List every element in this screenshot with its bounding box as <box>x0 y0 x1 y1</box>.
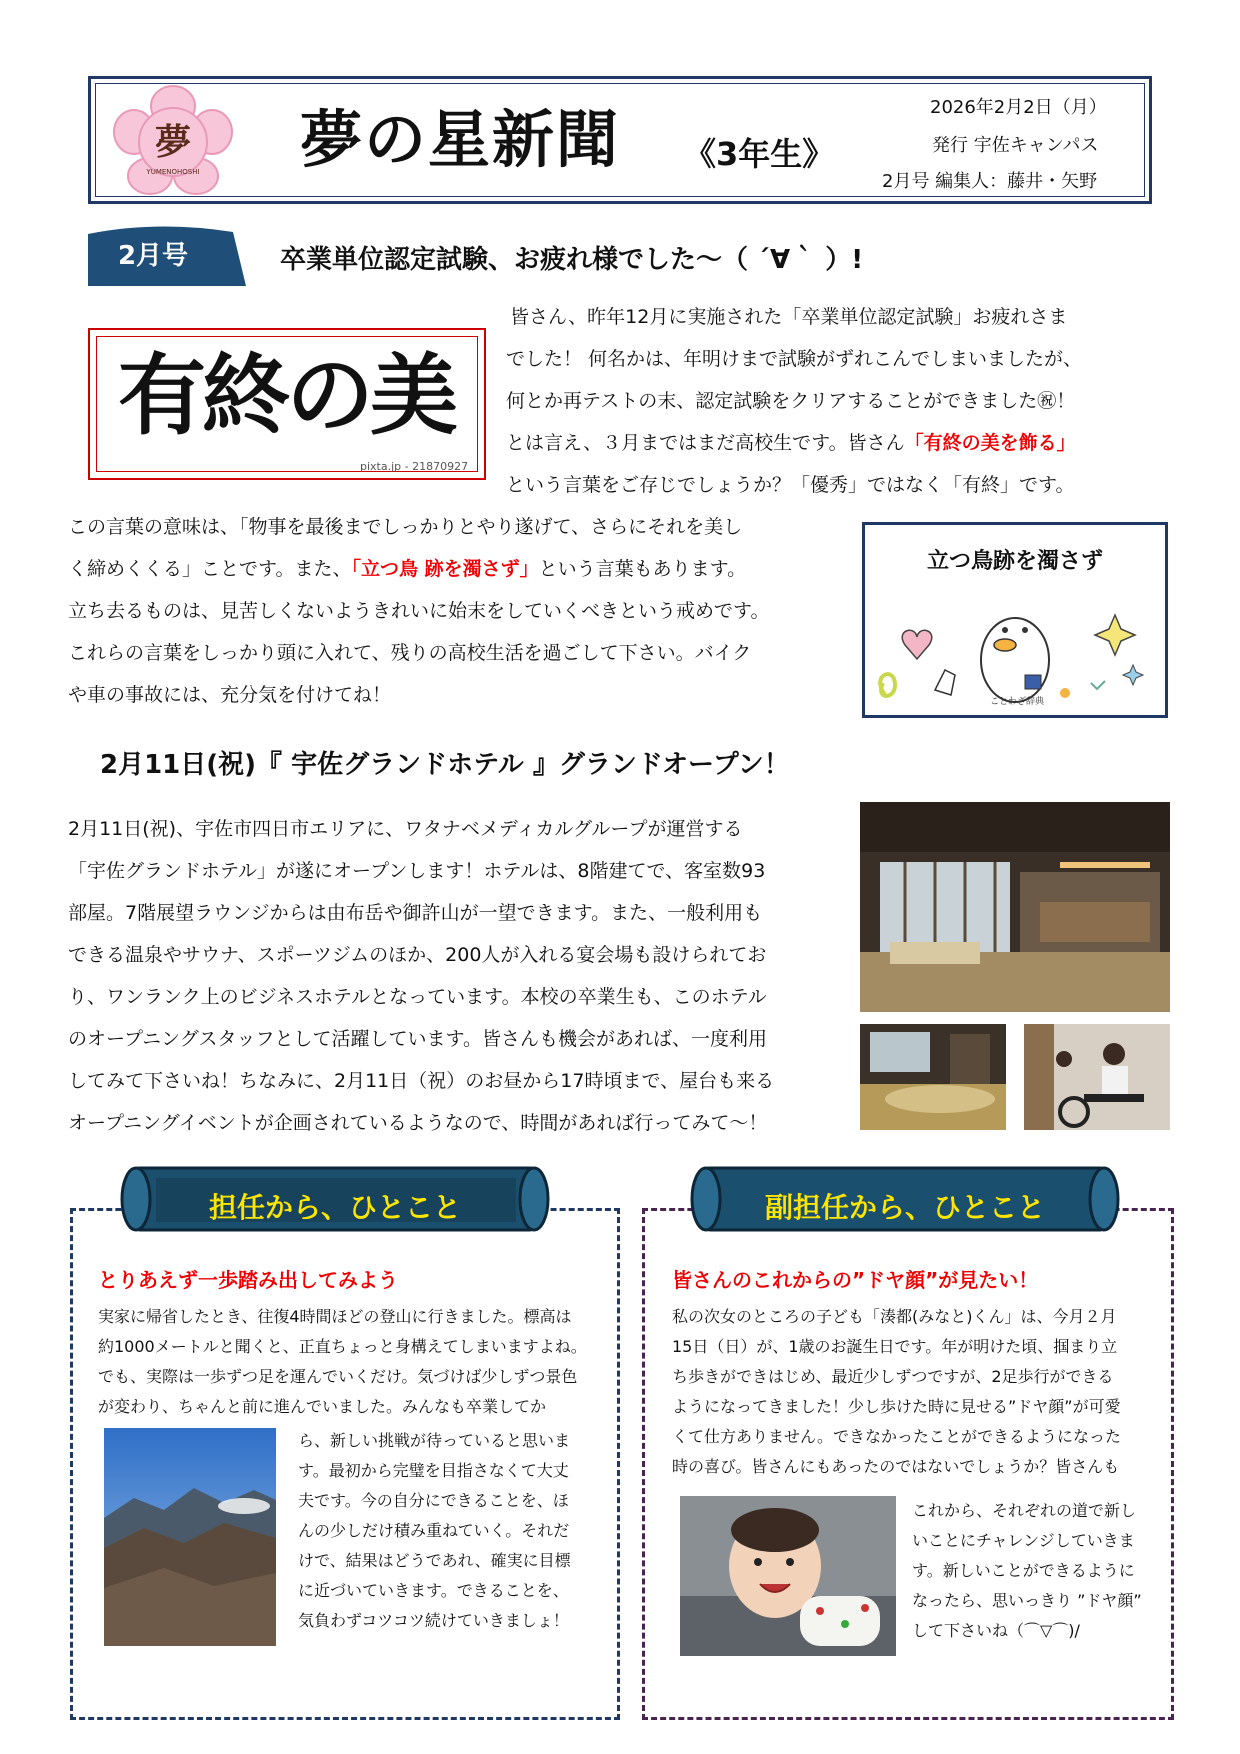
assistant-line: 時の喜び。皆さんにもあったのではないでしょうか？皆さんも <box>672 1457 1120 1476</box>
homeroom-line: んの少しだけ積み重ねていく。それだ <box>298 1521 570 1540</box>
homeroom-line: けで、結果はどうであれ、確実に目標 <box>298 1551 571 1570</box>
assistant-line: 15日（日）が、1歳のお誕生日です。年が明けた頃、掴まり立 <box>672 1337 1118 1356</box>
highlight-phrase: 「有終の美を飾る」 <box>904 432 1076 454</box>
article2-line: 部屋。7階展望ラウンジからは由布岳や御許山が一望できます。また、一般利用も <box>68 902 763 924</box>
assistant-line: ち歩きができはじめ、最近少しずつですが、2足歩行ができる <box>672 1367 1114 1386</box>
homeroom-line: でも、実際は一歩ずつ足を運んでいくだけ。気づけば少しずつ景色 <box>98 1367 578 1386</box>
issue-date: 2026年2月2日（月） <box>930 97 1107 118</box>
hotel-bath-photo <box>860 1024 1006 1130</box>
hotel-lobby-photo <box>860 802 1170 1012</box>
assistant-line: いことにチャレンジしていきま <box>912 1531 1135 1550</box>
newspaper-title: 夢の星新聞 <box>300 103 621 176</box>
calligraphy-text: 有終の美 <box>117 343 454 447</box>
newspaper-grade: 《3年生》 <box>684 135 835 173</box>
assistant-line: ようになってきました！少し歩けた時に見せる”ドヤ顔”が可愛 <box>672 1397 1121 1416</box>
homeroom-line: 約1000メートルと聞くと、正直ちょっと身構えてしまいますよね。 <box>98 1337 587 1356</box>
homeroom-headline: とりあえず一歩踏み出してみよう <box>98 1268 398 1292</box>
article1-line: という言葉をご存じでしょうか？「優秀」ではなく「有終」です。 <box>506 474 1075 496</box>
editor: 2月号 編集人：藤井・矢野 <box>882 171 1098 192</box>
assistant-line: して下さいね（⌒▽⌒)/ <box>912 1621 1080 1640</box>
article2-line: 「宇佐グランドホテル」が遂にオープンします！ホテルは、8階建てで、客室数93 <box>68 860 766 882</box>
assistant-line: す。新しいことができるように <box>912 1561 1135 1580</box>
homeroom-line: 実家に帰省したとき、往復4時間ほどの登山に行きました。標高は <box>98 1307 572 1326</box>
homeroom-line: す。最初から完璧を目指さなくて大丈 <box>298 1461 569 1480</box>
highlight-phrase: 「立つ鳥 跡を濁さず」 <box>351 558 539 580</box>
article1-line: や車の事故には、充分気を付けてね！ <box>68 684 392 706</box>
article1-line: これらの言葉をしっかり頭に入れて、残りの高校生活を過ごして下さい。バイク <box>68 642 752 664</box>
baby-photo <box>680 1496 896 1656</box>
article1-line: とは言え、３月まではまだ高校生です。皆さん「有終の美を飾る」 <box>506 432 1076 454</box>
illustration-title: 立つ鳥跡を濁さず <box>926 549 1103 574</box>
mountain-photo <box>104 1428 276 1646</box>
article2-line: してみて下さいね！ちなみに、2月11日（祝）のお昼から17時頃まで、屋台も来る <box>68 1070 775 1092</box>
homeroom-line: 気負わずコツコツ続けていきましょ！ <box>298 1611 569 1630</box>
logo-text: 夢 <box>154 121 192 163</box>
article2-line: 2月11日(祝)、宇佐市四日市エリアに、ワタナベメディカルグループが運営する <box>68 818 743 840</box>
article1-headline: 卒業単位認定試験、お疲れ様でした～（ ´∀｀ ）! <box>280 245 864 275</box>
article1-line: でした！ 何名かは、年明けまで試験がずれこんでしまいましたが、 <box>506 348 1083 370</box>
homeroom-line: ら、新しい挑戦が待っていると思いま <box>298 1431 571 1450</box>
assistant-line: くて仕方ありません。できなかったことができるようになった <box>672 1427 1121 1446</box>
hotel-gym-photo <box>1024 1024 1170 1130</box>
article2-line: オープニングイベントが企画されているようなので、時間があれば行ってみて～！ <box>68 1112 768 1134</box>
article1-line: 皆さん、昨年12月に実施された「卒業単位認定試験」お疲れさま <box>510 306 1068 328</box>
article1-line: 何とか再テストの末、認定試験をクリアすることができました㊗！ <box>506 390 1076 412</box>
issue-label: 2月号 <box>117 241 189 271</box>
article1-line: く締めくくる」ことです。また、「立つ鳥 跡を濁さず」という言葉もあります。 <box>68 558 747 580</box>
assistant-line: これから、それぞれの道で新し <box>912 1501 1137 1520</box>
homeroom-scroll-label: 担任から、ひとこと <box>208 1191 461 1224</box>
assistant-headline: 皆さんのこれからの”ドヤ顔”が見たい！ <box>672 1268 1039 1292</box>
logo-caption: YUMENOHOSHI <box>146 168 200 176</box>
illustration-credit: ことわざ辞典 <box>990 697 1045 707</box>
calligraphy-credit: pixta.jp - 21870927 <box>360 460 469 473</box>
article2-headline: 2月11日(祝)『 宇佐グランドホテル 』グランドオープン！ <box>100 750 790 780</box>
homeroom-line: 夫です。今の自分にできることを、ほ <box>298 1491 569 1510</box>
assistant-line: 私の次女のところの子ども「湊都(みなと)くん」は、今月２月 <box>672 1307 1117 1326</box>
article2-line: できる温泉やサウナ、スポーツジムのほか、200人が入れる宴会場も設けられてお <box>68 944 767 966</box>
article2-line: のオープニングスタッフとして活躍しています。皆さんも機会があれば、一度利用 <box>68 1028 768 1050</box>
assistant-scroll-label: 副担任から、ひとこと <box>764 1191 1045 1224</box>
bird-illustration <box>865 575 1165 715</box>
homeroom-line: に近づいていきます。できることを、 <box>298 1581 569 1600</box>
article1-line: この言葉の意味は、「物事を最後までしっかりとやり遂げて、さらにそれを美し <box>68 516 743 538</box>
assistant-line: なったら、思いっきり ”ドヤ顔” <box>912 1591 1142 1610</box>
sakura-logo <box>112 84 234 196</box>
publisher: 発行 宇佐キャンパス <box>932 135 1099 156</box>
article1-line: 立ち去るものは、見苦しくないようきれいに始末をしていくべきという戒めです。 <box>68 600 770 622</box>
homeroom-line: が変わり、ちゃんと前に進んでいました。みんなも卒業してか <box>98 1397 547 1416</box>
article2-line: り、ワンランク上のビジネスホテルとなっています。本校の卒業生も、このホテル <box>68 986 767 1008</box>
